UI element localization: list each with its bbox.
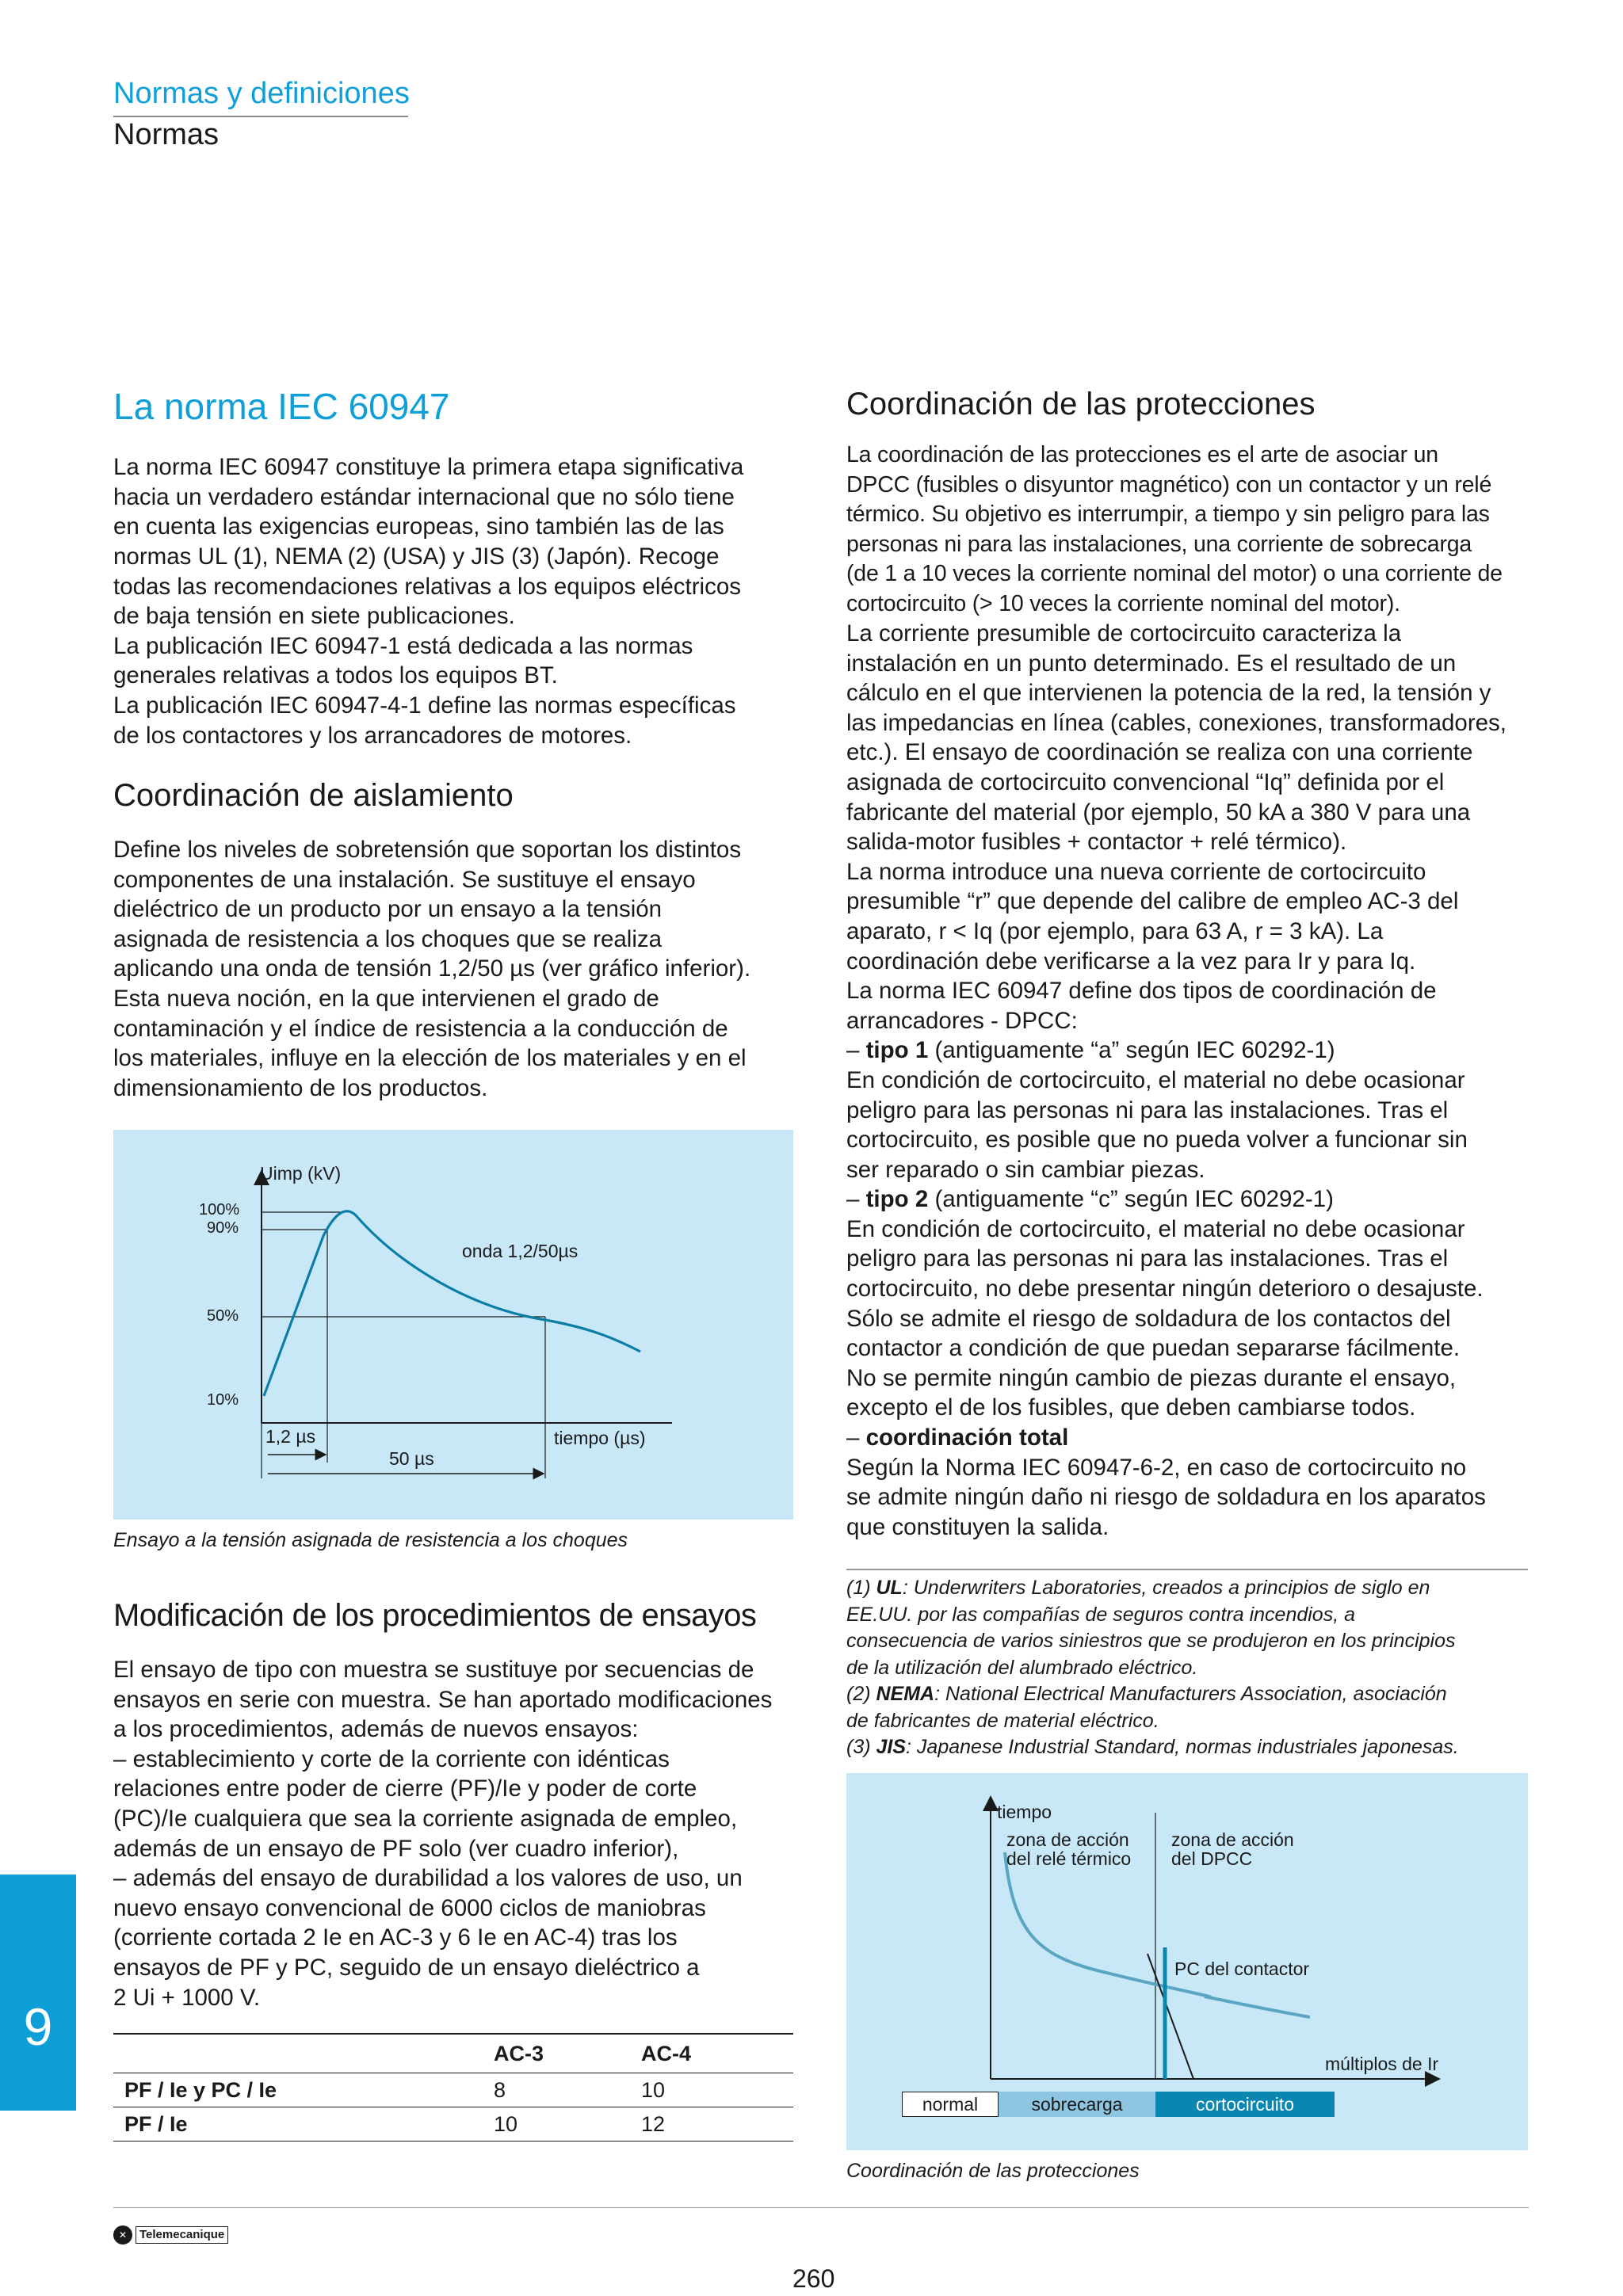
- table-cell: 10: [641, 2077, 666, 2102]
- coordinacion-line: cálculo en el que intervienen la potencia de la red, la tensión y: [846, 680, 1491, 707]
- iec-line: La publicación IEC 60947-1 está dedicada a las normas: [113, 632, 693, 659]
- band-normal: normal: [902, 2092, 999, 2117]
- tipo1-line: ser reparado o sin cambiar piezas.: [846, 1156, 1205, 1183]
- band-cortocircuito: cortocircuito: [1155, 2092, 1335, 2117]
- tipo1-bold: tipo 1: [865, 1037, 929, 1064]
- iec-line: normas UL (1), NEMA (2) (USA) y JIS (3) (Japón). Recoge: [113, 543, 720, 570]
- footnote-prefix: (3): [846, 1736, 876, 1758]
- tipo2-bold: tipo 2: [865, 1186, 929, 1213]
- procedimientos-line: 2 Ui + 1000 V.: [113, 1984, 261, 2011]
- coordinacion-line: personas ni para las instalaciones, una corriente de sobrecarga: [846, 531, 1472, 557]
- coordinacion-line: La norma IEC 60947 define dos tipos de coordinación de: [846, 978, 1437, 1005]
- coordinacion-line: La norma introduce una nueva corriente de cortocircuito: [846, 858, 1426, 885]
- coordinacion-line: salida-motor fusibles + contactor + relé térmico).: [846, 829, 1347, 856]
- footnote-prefix: (1): [846, 1577, 876, 1599]
- table-header-row: [113, 2035, 793, 2073]
- table-row: [113, 2073, 793, 2107]
- zone1-label: [1006, 1830, 1131, 1868]
- label-10: 10%: [207, 1391, 239, 1409]
- page-number: 260: [792, 2264, 835, 2293]
- header-divider: [113, 116, 408, 117]
- zone2-label: [1171, 1830, 1294, 1868]
- table-header-cell: AC-3: [494, 2041, 544, 2065]
- footnote-line: [846, 1681, 1544, 1708]
- tipo2-line: En condición de cortocircuito, el material no debe ocasionar: [846, 1215, 1465, 1242]
- aislamiento-line: dieléctrico de un producto por un ensayo a la tensión: [113, 896, 663, 923]
- footnote-prefix: (2): [846, 1683, 876, 1705]
- footnote-rest: de fabricantes de material eléctrico.: [846, 1709, 1159, 1732]
- footnotes-rule: [846, 1569, 1528, 1570]
- table-cell: 8: [494, 2077, 506, 2102]
- footnote-line: [846, 1575, 1544, 1602]
- aislamiento-line: asignada de resistencia a los choques que se realiza: [113, 925, 663, 952]
- aislamiento-line: Esta nueva noción, en la que intervienen el grado de: [113, 985, 659, 1012]
- procedimientos-line: ensayos de PF y PC, seguido de un ensayo dieléctrico a: [113, 1954, 700, 1981]
- label-50: 50%: [207, 1307, 239, 1325]
- iec-line: en cuenta las exigencias europeas, sino también las de las: [113, 513, 724, 540]
- aislamiento-line: contaminación y el índice de resistencia a la conducción de: [113, 1015, 728, 1042]
- table-row: [113, 2107, 793, 2142]
- coordinacion-line: coordinación debe verificarse a la vez para Ir y para Iq.: [846, 948, 1416, 974]
- procedimientos-line: (PC)/Ie cualquiera que sea la corriente asignada de empleo,: [113, 1805, 738, 1832]
- zone2-line: del DPCC: [1171, 1848, 1253, 1869]
- tipo1-line: En condición de cortocircuito, el material no debe ocasionar: [846, 1066, 1465, 1093]
- footnote-line: [846, 1628, 1544, 1655]
- iec-body: [113, 452, 795, 750]
- wave-caption: Ensayo a la tensión asignada de resistencia a los choques: [113, 1529, 628, 1551]
- aislamiento-line: aplicando una onda de tensión 1,2/50 µs (ver gráfico inferior).: [113, 955, 751, 982]
- tipo1-line: cortocircuito, es posible que no pueda volver a funcionar sin: [846, 1127, 1468, 1154]
- table-cell: PF / Ie: [124, 2111, 188, 2136]
- coordination-diagram: [846, 1773, 1528, 2150]
- coord-x-label: múltiplos de Ir: [1325, 2054, 1439, 2074]
- aislamiento-line: los materiales, influye en la elección de los materiales y en el: [113, 1045, 747, 1072]
- coordinacion-line: La coordinación de las protecciones es el arte de asociar un: [846, 442, 1438, 467]
- total-line: que constituyen la salida.: [846, 1513, 1109, 1540]
- footnote-rest: : National Electrical Manufacturers Association, asociación: [934, 1683, 1447, 1705]
- impulse-wave-diagram: [113, 1130, 793, 1520]
- x-axis-label: tiempo (µs): [554, 1428, 646, 1448]
- coordinacion-line: las impedancias en línea (cables, conexiones, transformadores,: [846, 709, 1507, 736]
- footnote-line: [846, 1708, 1544, 1735]
- left-column: [113, 385, 795, 750]
- iec-line: La norma IEC 60947 constituye la primera etapa significativa: [113, 454, 744, 481]
- coord-y-label: tiempo: [997, 1802, 1052, 1822]
- coordinacion-line: presumible “r” que depende del calibre de empleo AC-3 del: [846, 888, 1459, 915]
- procedimientos-line: ensayos en serie con muestra. Se han aportado modificaciones: [113, 1686, 773, 1713]
- tipo2-line: Sólo se admite el riesgo de soldadura de los contactos del: [846, 1305, 1451, 1332]
- total-heading: [846, 1423, 1536, 1453]
- procedimientos-line: El ensayo de tipo con muestra se sustituye por secuencias de: [113, 1657, 754, 1683]
- pc-label: PC del contactor: [1174, 1958, 1310, 1979]
- label-100: 100%: [199, 1201, 240, 1219]
- tipo2-line: contactor a condición de que puedan separarse fácilmente.: [846, 1335, 1461, 1362]
- tipo1-line: peligro para las personas ni para las instalaciones. Tras el: [846, 1097, 1449, 1123]
- right-column: [846, 385, 1536, 1542]
- coordinacion-line: aparato, r < Iq (por ejemplo, para 63 A, r = 3 kA). La: [846, 917, 1384, 944]
- procedimientos-line: – establecimiento y corte de la corriente con idénticas: [113, 1745, 670, 1772]
- t2-label: 50 µs: [389, 1448, 434, 1469]
- zone2-line: zona de acción: [1171, 1829, 1294, 1850]
- procedimientos-line: (corriente cortada 2 Ie en AC-3 y 6 Ie en AC-4) tras los: [113, 1924, 678, 1951]
- tipo2-heading: [846, 1184, 1536, 1215]
- t1-label: 1,2 µs: [265, 1426, 316, 1447]
- aislamiento-line: dimensionamiento de los productos.: [113, 1074, 488, 1101]
- procedimientos-section: [113, 1596, 795, 2012]
- total-prefix: –: [846, 1425, 866, 1451]
- procedimientos-line: nuevo ensayo convencional de 6000 ciclos de maniobras: [113, 1894, 706, 1921]
- tests-table-wrap: [113, 2033, 793, 2142]
- iec-line: hacia un verdadero estándar internacional que no sólo tiene: [113, 483, 735, 510]
- iec-line: de baja tensión en siete publicaciones.: [113, 603, 515, 630]
- footnote-bold: JIS: [876, 1736, 907, 1758]
- iec-line: generales relativas a todos los equipos BT.: [113, 662, 558, 689]
- telemecanique-logo: [113, 2226, 228, 2244]
- table-cell: PF / Ie y PC / Ie: [124, 2077, 277, 2102]
- chapter-tab: [0, 1875, 76, 2111]
- tipo2-line: peligro para las personas ni para las instalaciones. Tras el: [846, 1245, 1449, 1272]
- iec-line: La publicación IEC 60947-4-1 define las normas específicas: [113, 692, 736, 719]
- procedimientos-line: además de un ensayo de PF solo (ver cuadro inferior),: [113, 1835, 679, 1862]
- total-line: se admite ningún daño ni riesgo de soldadura en los aparatos: [846, 1484, 1486, 1511]
- total-bold: coordinación total: [865, 1425, 1069, 1451]
- coordinacion-line: DPCC (fusibles o disyuntor magnético) con un contactor y un relé: [846, 471, 1492, 498]
- procedimientos-line: – además del ensayo de durabilidad a los valores de uso, un: [113, 1865, 743, 1892]
- coordinacion-line: instalación en un punto determinado. Es el resultado de un: [846, 650, 1457, 677]
- footnote-bold: UL: [876, 1577, 903, 1599]
- footnote-line: [846, 1602, 1544, 1629]
- coordinacion-line: cortocircuito (> 10 veces la corriente nominal del motor).: [846, 590, 1400, 616]
- tipo2-line: cortocircuito, no debe presentar ningún deterioro o desajuste.: [846, 1276, 1484, 1302]
- tipo1-rest: (antiguamente “a” según IEC 60292-1): [928, 1037, 1335, 1064]
- table-cell: 10: [494, 2111, 518, 2136]
- subsection-title: Normas: [113, 118, 220, 151]
- footnote-rest: : Underwriters Laboratories, creados a principios de siglo en: [902, 1577, 1430, 1599]
- aislamiento-section: [113, 776, 795, 1103]
- procedimientos-title: Modificación de los procedimientos de ensayos: [113, 1598, 757, 1633]
- iec-title: La norma IEC 60947: [113, 386, 450, 427]
- coordinacion-line: La corriente presumible de cortocircuito caracteriza la: [846, 620, 1402, 646]
- procedimientos-line: relaciones entre poder de cierre (PF)/Ie y poder de corte: [113, 1775, 697, 1802]
- coordinacion-line: (de 1 a 10 veces la corriente nominal del motor) o una corriente de: [846, 561, 1503, 586]
- footnote-rest: consecuencia de varios siniestros que se produjeron en los principios: [846, 1630, 1456, 1652]
- band-sobrecarga: sobrecarga: [999, 2092, 1155, 2117]
- tipo1-prefix: –: [846, 1037, 866, 1064]
- iec-line: todas las recomendaciones relativas a los equipos eléctricos: [113, 573, 742, 600]
- procedimientos-line: a los procedimientos, además de nuevos ensayos:: [113, 1716, 639, 1743]
- footnote-rest: de la utilización del alumbrado eléctrico.: [846, 1656, 1198, 1679]
- wave-label: onda 1,2/50µs: [462, 1241, 579, 1261]
- table-header-cell: AC-4: [641, 2041, 692, 2065]
- footnotes: [846, 1575, 1544, 1761]
- aislamiento-line: Define los niveles de sobretensión que soportan los distintos: [113, 837, 742, 863]
- total-line: Según la Norma IEC 60947-6-2, en caso de cortocircuito no: [846, 1454, 1467, 1481]
- footnote-rest: : Japanese Industrial Standard, normas industriales japonesas.: [906, 1736, 1459, 1758]
- footer-divider: [113, 2207, 1529, 2208]
- tipo2-rest: (antiguamente “c” según IEC 60292-1): [928, 1186, 1334, 1213]
- footnote-bold: NEMA: [876, 1683, 935, 1705]
- impulse-wave-curve: [264, 1211, 640, 1396]
- coordinacion-title: Coordinación de las protecciones: [846, 387, 1316, 421]
- label-90: 90%: [207, 1219, 239, 1237]
- aislamiento-title: Coordinación de aislamiento: [113, 778, 514, 813]
- telemecanique-logo-icon: ✕: [113, 2225, 132, 2245]
- section-title: Normas y definiciones: [113, 77, 410, 110]
- zone1-line: zona de acción: [1006, 1829, 1129, 1850]
- coordinacion-line: asignada de cortocircuito convencional “Iq” definida por el: [846, 769, 1445, 795]
- coordinacion-line: fabricante del material (por ejemplo, 50 kA a 380 V para una: [846, 799, 1471, 826]
- coordinacion-line: arrancadores - DPCC:: [846, 1007, 1078, 1034]
- thermal-relay-curve: [1005, 1852, 1310, 2017]
- footnote-line: [846, 1655, 1544, 1682]
- tipo2-line: excepto el de los fusibles, que deben cambiarse todos.: [846, 1394, 1416, 1421]
- brand-name: Telemecanique: [136, 2226, 228, 2244]
- coordinacion-line: térmico. Su objetivo es interrumpir, a tiempo y sin peligro para las: [846, 502, 1490, 527]
- table-cell: 12: [641, 2111, 666, 2136]
- coord-caption: Coordinación de las protecciones: [846, 2160, 1140, 2182]
- footnote-line: [846, 1734, 1544, 1761]
- iec-line: de los contactores y los arrancadores de motores.: [113, 722, 632, 749]
- zone1-line: del relé térmico: [1006, 1848, 1132, 1869]
- coordinacion-line: etc.). El ensayo de coordinación se realiza con una corriente: [846, 739, 1473, 766]
- y-axis-label: Uimp (kV): [260, 1163, 342, 1184]
- tipo2-prefix: –: [846, 1186, 866, 1213]
- tipo1-heading: [846, 1035, 1536, 1066]
- aislamiento-line: componentes de una instalación. Se sustituye el ensayo: [113, 866, 696, 893]
- footnote-rest: EE.UU. por las compañías de seguros contra incendios, a: [846, 1603, 1356, 1626]
- tipo2-line: No se permite ningún cambio de piezas durante el ensayo,: [846, 1364, 1457, 1391]
- chapter-number: 9: [23, 1997, 53, 2056]
